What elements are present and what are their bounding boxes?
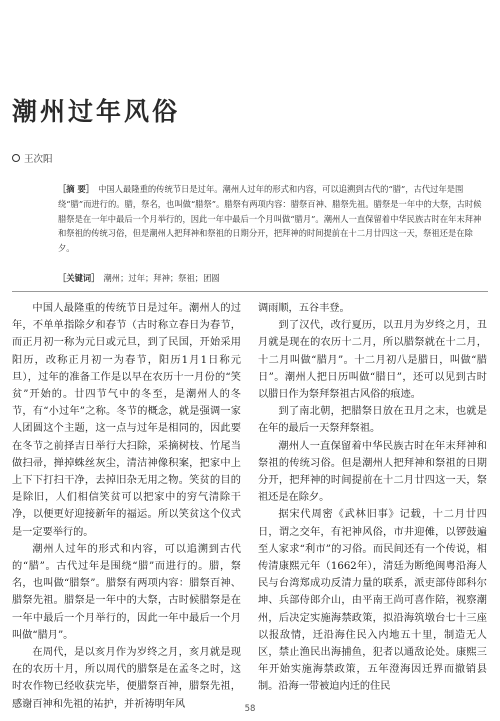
page-number: 58 <box>244 704 256 714</box>
author-name: 王次阳 <box>24 154 53 165</box>
body-column-left <box>12 300 241 713</box>
keywords-text: 潮州；过年；拜神；祭祖；团圆 <box>103 273 220 283</box>
paragraph: 在周代，是以亥月作为岁终之月，亥月就是现在的农历十月，所以周代的腊祭是在孟冬之时，这时农作物已经收获完毕，便腊祭百神，腊祭先祖，感谢百神和先祖的祐护，并祈祷明年风 <box>12 647 241 710</box>
paragraph: 据宋代周密《武林旧事》记载，十二月廿四日，谓之交年，有祀神风俗，市井迎傩，以锣鼓遍至人家求“利市”的习俗。而民间还有一个传说，相传清康熙元年（1662年），清廷为断绝闽粤沿海人民与台湾郑成功反清力量的联系，派吏部侍郎科尔坤、兵部侍郎介山，由平南王尚可喜作陪，视察潮州，后决定实施海禁政策，拟沿海筑墩台七十三座以报敌情，迁沿海住民入内地五十里，制造无人区，禁止渔民出海捕鱼，犯者以通敌论处。康熙三年开始实施海禁政策，五年澄海因迁界而撤销县制。沿海一带被迫内迁的住民 <box>258 509 487 693</box>
abstract-block <box>58 182 488 256</box>
body-column-right <box>258 300 487 696</box>
abstract-text: 中国人最隆重的传统节日是过年。潮州人过年的形式和内容，可以追溯到古代的“腊”，古代过年是围绕“腊”而进行的。腊，祭名，也叫做“腊祭”。腊祭有两项内容：腊祭百神、腊祭先祖。腊祭是一年中的大祭，古时候腊祭是在一年中最后一个月举行的，因此一年中最后一个月叫做“腊月”。潮州人一直保留着中华民族古时在年末拜神和祭祖的传统习俗，但是潮州人把拜神和祭祖的日期分开，把拜神的时间提前在十二月廿四这一天，祭祖还是在除夕。 <box>58 184 482 254</box>
paragraph: 潮州人一直保留着中华民族古时在年末拜神和祭祖的传统习俗。但是潮州人把拜神和祭祖的日期分开，把拜神的时间提前在十二月廿四这一天，祭祖还是在除夕。 <box>258 440 487 504</box>
paragraph: 到了南北朝，把腊祭日放在丑月之末，也就是在年的最后一天祭拜祭祖。 <box>258 406 487 435</box>
article-title: 潮州过年风俗 <box>12 97 181 126</box>
abstract-label: ［摘 要］ <box>58 184 95 194</box>
circle-bullet-icon <box>12 154 20 162</box>
paragraph: 到了汉代，改行夏历，以丑月为岁终之月，丑月就是现在的农历十二月，所以腊祭就在十二月，十二月叫做“腊月”。十二月初八是腊日，叫做“腊日”。潮州人把日历叫做“腊日”，还可以见到古时以腊日作为祭拜祭祖古风俗的痕迹。 <box>258 320 487 401</box>
paragraph: 中国人最隆重的传统节日是过年。潮州人的过年，不单单指除夕和春节（古时称立春日为春节，而正月初一称为元日或元旦，到了民国，开始采用阳历，改称正月初一为春节，阳历1月1日称元旦），过年的准备工作是以早在农历十一月份的“笑贫”开始的。廿四节气中的冬至，是潮州人的冬节，有“小过年”之称。冬节的概念，就是强调一家人团圆这个主题，这一点与过年是相同的，因此要在冬节之前择吉日举行大扫除，采摘树枝、竹尾当做扫帚，掸掉蛛丝灰尘，清洁神像积案，把家中上上下下打扫干净，去掉旧杂无用之物。笑贫的目的是除旧，人们相信笑贫可以把家中的穷气清除干净，以便更好迎接新年的福运。所以笑贫这个仪式是一定要举行的。 <box>12 303 241 538</box>
paragraph: 调雨顺，五谷丰登。 <box>258 303 350 314</box>
section-divider <box>12 291 488 292</box>
keywords-label: ［关键词］ <box>58 273 100 283</box>
keywords-block <box>58 272 488 284</box>
author-line <box>12 151 53 165</box>
paragraph: 潮州人过年的形式和内容，可以追溯到古代的“腊”。古代过年是围绕“腊”而进行的。腊，祭名，也叫做“腊祭”。腊祭有两项内容：腊祭百神、腊祭先祖。腊祭是一年中的大祭，古时候腊祭是在一年中最后一个月举行的，因此一年中最后一个月叫做“腊月”。 <box>12 543 241 641</box>
